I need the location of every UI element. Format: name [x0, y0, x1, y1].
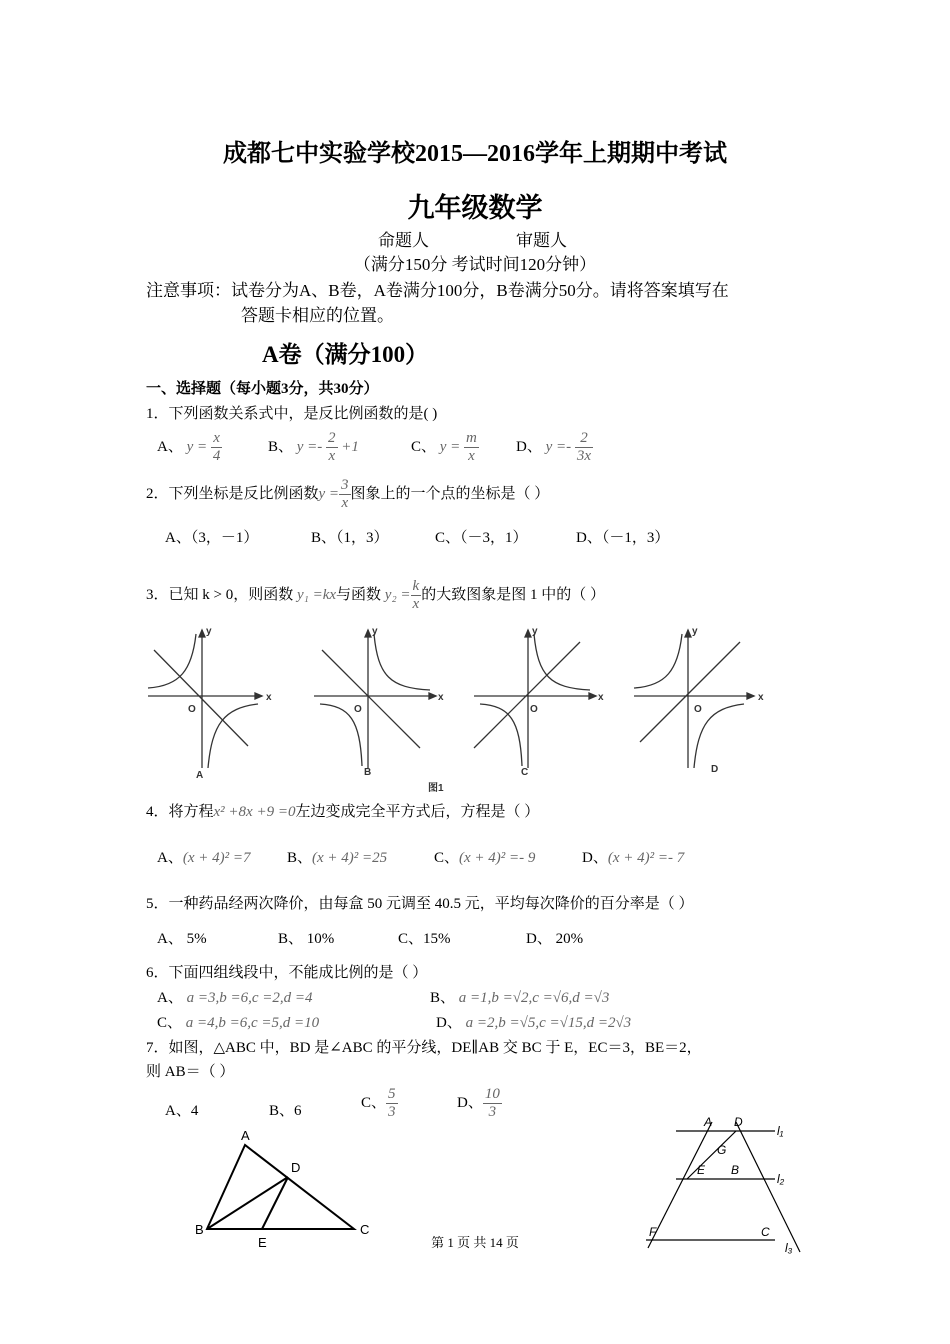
graph-b-x: x	[438, 692, 444, 703]
q4-eq: x² +8x +9 =0	[213, 804, 296, 820]
q7-option-a: A、4	[165, 1103, 199, 1119]
graph-b-y: y	[372, 626, 378, 637]
q1-c-frac	[464, 430, 479, 465]
q1-option-a: A、	[157, 438, 183, 455]
graph-c	[474, 630, 596, 768]
notice-line-2: 答题卡相应的位置。	[241, 306, 394, 325]
line-label-a: A	[704, 1115, 713, 1129]
q1-a-den: 4	[212, 448, 221, 464]
q3-stem	[146, 578, 605, 613]
part1-heading: 一、选择题（每小题3分，共30分）	[146, 381, 379, 397]
graph-d-label: D	[711, 764, 719, 775]
q3-stem-post: 的大致图象是图 1 中的（ ）	[421, 586, 605, 603]
q1-b-expr: y =-	[296, 438, 323, 455]
line-label-e: E	[697, 1163, 706, 1177]
graph-a-x: x	[266, 692, 272, 703]
q4-option-a	[157, 846, 250, 867]
q3-f2-den: x	[412, 596, 420, 612]
q1-a-num: x	[211, 430, 223, 448]
graph-d-x: x	[758, 692, 764, 703]
tri-label-d: D	[291, 1160, 301, 1175]
q4-stem-pre: 4．将方程	[146, 804, 214, 820]
graph-d-y: y	[692, 626, 698, 637]
q4-d-expr: (x + 4)² =- 7	[607, 850, 685, 866]
notice-line-1: 注意事项：试卷分为A、B卷，A卷满分100分，B卷满分50分。请将答案填写在	[146, 281, 729, 300]
graph-c-x: x	[598, 692, 604, 703]
q2-den: x	[341, 495, 349, 511]
q3-mid: 与函数	[336, 586, 382, 603]
q1-b-frac	[326, 430, 338, 465]
q1-c-den: x	[468, 448, 475, 464]
subject-title: 九年级数学	[407, 193, 543, 223]
q1-option-b-wrap	[268, 430, 359, 465]
q1-d-den: 3x	[576, 448, 592, 464]
q1-d-frac	[575, 430, 593, 465]
q4-b-expr: (x + 4)² =25	[312, 850, 388, 866]
q4-option-b	[287, 846, 387, 867]
q6-option-a	[157, 986, 313, 1007]
q1-b-post: +1	[341, 438, 359, 455]
q7-c-frac	[386, 1086, 398, 1121]
tri-label-c: C	[360, 1222, 370, 1237]
reviewer-label: 审题人	[516, 231, 567, 250]
figure-caption: 图1	[428, 783, 444, 794]
q3-stem-pre: 3．已知 k > 0，则函数	[146, 586, 294, 603]
q1-a-expr: y =	[186, 438, 208, 455]
q2-option-a: A、（3，－1）	[165, 530, 259, 546]
q3-f2-num: k	[412, 578, 420, 594]
q6-a-expr: a =3,b =6,c =2,d =4	[186, 990, 313, 1006]
graph-c-o: O	[530, 704, 538, 715]
line-label-b: B	[731, 1163, 740, 1177]
line-label-g: G	[717, 1143, 727, 1157]
q5-stem: 5．一种药品经两次降价，由每盒 50 元调至 40.5 元，平均每次降价的百分率是（ ）	[146, 896, 694, 912]
q2-frac	[339, 477, 351, 512]
q7-d-frac	[483, 1086, 502, 1121]
q4-b-letter: B、	[287, 850, 313, 866]
q4-d-letter: D、	[582, 850, 608, 866]
graph-d	[634, 630, 754, 768]
q7-d-num: 10	[484, 1086, 500, 1102]
q3-f2: y₂ =	[384, 586, 411, 603]
q6-b-letter: B、	[430, 990, 456, 1006]
q3-f1: y₁ =kx	[296, 586, 337, 603]
q3-figure	[140, 620, 780, 795]
q1-a-frac	[211, 430, 223, 465]
page-footer: 第 1 页 共 14 页	[431, 1235, 519, 1250]
graph-c-label: C	[521, 767, 529, 778]
q4-c-expr: (x + 4)² =- 9	[459, 850, 536, 866]
q1-stem: 1．下列函数关系式中，是反比例函数的是( )	[146, 406, 438, 422]
q2-option-d: D、（－1，3）	[576, 530, 670, 546]
q7-d-letter: D、	[457, 1094, 483, 1111]
q1-c-num: m	[466, 430, 477, 446]
q1-b-num: 2	[328, 430, 336, 446]
q6-c-expr: a =4,b =6,c =5,d =10	[185, 1015, 320, 1031]
tri-label-a: A	[241, 1128, 250, 1143]
q6-d-letter: D、	[436, 1015, 462, 1031]
graph-a-o: O	[188, 704, 196, 715]
q1-option-d-wrap	[516, 430, 593, 465]
q3-frac	[411, 578, 422, 613]
q1-option-c-wrap	[411, 430, 479, 465]
q1-option-c: C、	[411, 438, 437, 455]
q7-option-d	[457, 1086, 502, 1121]
q1-option-d: D、	[516, 438, 542, 455]
q1-c-expr: y =	[439, 438, 461, 455]
line-label-l3: l₃	[785, 1241, 793, 1255]
score-time: （满分150分 考试时间120分钟）	[353, 255, 597, 274]
q6-d-expr: a =2,b =√5,c =√15,d =2√3	[465, 1015, 632, 1031]
graph-c-y: y	[532, 626, 538, 637]
line-label-d: D	[734, 1115, 743, 1129]
q4-option-c	[434, 846, 535, 867]
q2-stem-pre: 2．下列坐标是反比例函数	[146, 485, 319, 502]
line-label-l2: l₂	[777, 1172, 785, 1186]
line-label-f: F	[649, 1225, 657, 1239]
q7-c-den: 3	[388, 1104, 396, 1120]
q2-expr: y =	[318, 485, 340, 502]
q7-stem-line2: 则 AB＝（ ）	[146, 1064, 235, 1080]
q7-option-b: B、6	[269, 1103, 302, 1119]
q6-option-c	[157, 1011, 319, 1032]
tri-label-e: E	[258, 1235, 267, 1250]
q7-option-c	[361, 1086, 398, 1121]
q2-stem	[146, 477, 549, 512]
q4-stem	[146, 800, 539, 821]
q5-option-b: B、 10%	[278, 931, 335, 947]
graph-a	[148, 630, 262, 768]
line-label-c: C	[761, 1225, 770, 1239]
q2-option-c: C、（－3，1）	[435, 530, 528, 546]
q1-options	[157, 430, 222, 465]
q6-stem: 6．下面四组线段中，不能成比例的是（ ）	[146, 965, 428, 981]
tri-label-b: B	[195, 1222, 204, 1237]
q2-num: 3	[341, 477, 349, 493]
q1-option-b: B、	[268, 438, 294, 455]
q4-option-d	[582, 846, 684, 867]
q5-option-c: C、15%	[398, 931, 451, 947]
graph-a-y: y	[206, 626, 212, 637]
q6-a-letter: A、	[157, 990, 183, 1006]
q6-c-letter: C、	[157, 1015, 183, 1031]
q7-c-letter: C、	[361, 1094, 387, 1111]
q1-d-expr: y =-	[545, 438, 572, 455]
graph-b	[314, 630, 436, 768]
q6-b-expr: a =1,b =√2,c =√6,d =√3	[458, 990, 610, 1006]
q5-option-d: D、 20%	[526, 931, 584, 947]
q4-a-letter: A、	[157, 850, 183, 866]
graph-d-o: O	[694, 704, 702, 715]
q5-option-a: A、 5%	[157, 931, 207, 947]
q6-option-d	[436, 1011, 631, 1032]
q4-a-expr: (x + 4)² =7	[182, 850, 251, 866]
setter-label: 命题人	[378, 231, 429, 250]
q7-d-den: 3	[488, 1104, 497, 1120]
q1-b-den: x	[328, 448, 336, 464]
q7-stem-line1: 7．如图，△ABC 中，BD 是∠ABC 的平分线，DE∥AB 交 BC 于 E，EC＝3，BE＝2，	[146, 1040, 702, 1056]
q4-stem-post: 左边变成完全平方式后，方程是（ ）	[295, 804, 540, 820]
q2-option-b: B、（1，3）	[311, 530, 389, 546]
q1-d-num: 2	[575, 430, 593, 448]
line-label-l1: l₁	[777, 1124, 784, 1138]
graph-b-label: B	[364, 767, 372, 778]
q7-c-num: 5	[388, 1086, 396, 1102]
q6-option-b	[430, 986, 609, 1007]
exam-title: 成都七中实验学校2015—2016学年上期期中考试	[223, 141, 727, 167]
section-a-title: A卷（满分100）	[262, 342, 429, 367]
q2-stem-post: 图象上的一个点的坐标是（ ）	[350, 485, 550, 502]
graph-a-label: A	[196, 770, 204, 781]
graph-b-o: O	[354, 704, 362, 715]
q4-c-letter: C、	[434, 850, 460, 866]
